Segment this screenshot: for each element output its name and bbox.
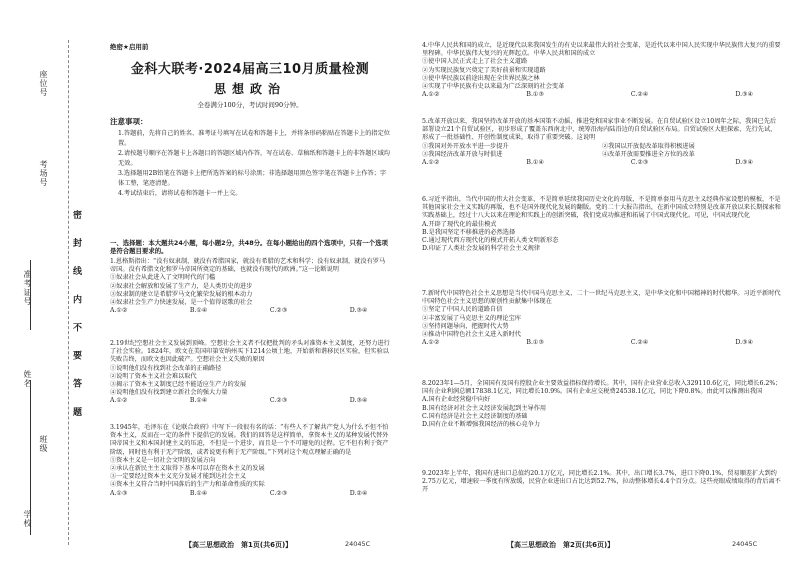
question-stem: 2.19世纪空想社会主义发展到顶峰。空想社会主义者不仅把批判的矛头对准资本主义制度，还努力进行了社会实验。1824年，欧文在美国印第安纳州买下1214公顷土地，开始新和谐移民区实验，但实验以失败告终，而欧文也因此破产。空想社会主义失败的原因 [110, 340, 390, 364]
name-line [30, 380, 31, 440]
seal-dashed-line [68, 40, 69, 545]
paper-code: 24045C [345, 540, 371, 548]
question-item: ③我国经济改革开放与时俱进 [422, 150, 503, 158]
school-line [30, 440, 31, 535]
page-footer: 【高三思想政治 第1页(共6页)】 [185, 541, 293, 549]
question-item: C.国有经济是社会主义经济制度的基础 [422, 412, 528, 420]
option-b: B.①③ [526, 91, 545, 99]
option-c: C.②③ [269, 489, 288, 497]
question-item: ①坚定了中国人民的道路自信 [422, 306, 503, 314]
notes-title: 注意事项： [110, 117, 148, 126]
answer-options [422, 91, 753, 99]
score-time-note: 全卷满分100分，考试时间90分钟。 [197, 101, 303, 109]
option-c: C.②③ [630, 159, 649, 167]
note-item: 1.答题前，先将自己的姓名、准考证号填写在试卷和答题卡上，并将条形码粘贴在答题卡上的指定位置。 [118, 130, 390, 147]
admission-line [30, 260, 31, 330]
question-9 [422, 470, 782, 495]
binding-strip [0, 40, 100, 545]
option-b: B.①④ [189, 397, 208, 405]
question-6 [422, 196, 782, 253]
question-item: ①说明他们没有找到社会改革的正确路径 [110, 364, 222, 372]
question-item: A.国有企业经营稳中向好 [422, 396, 491, 404]
school-label: 学校 [23, 510, 32, 528]
question-2 [110, 340, 390, 406]
note-item: 2.请按题号顺序在答题卡上各题目的答题区域内作答，写在试卷、草稿纸和答题卡上的非答题区域均无效。 [118, 150, 390, 167]
question-item: ①奴隶社会从此进入了文明时代的门槛 [110, 274, 216, 282]
question-stem: 4.中华人民共和国的成立，是近现代以来我国发生的有史以来最伟大的社会变革，是近代以来中国人民实现中华民族伟大复兴的重要里程碑。中华民族伟大复兴的光辉起点。中华人民共和国的成立 [422, 42, 781, 58]
seal-warning: 密 封 线 内 不 要 答 题 [71, 210, 81, 424]
question-item: ②丰富发展了马克思主义的理论宝库 [422, 314, 521, 322]
option-d: D.③④ [349, 397, 368, 405]
option-c: C.②③ [269, 397, 288, 405]
admission-label: 准考证号 [23, 270, 32, 306]
answer-options [422, 159, 753, 167]
question-item: B.国有经济对社会主义经济发展起到主导作用 [422, 404, 547, 412]
question-stem: 8.2023年1—5月，全国国有及国有控股企业主要效益指标保持增长。其中，国有企业营业总收入329110.6亿元，同比增长6.2%；国有企业利润总额17838.1亿元，同比增长10.9%。国有企业应交税费24538.1亿元，同比下降0.8%。由此可以推测出我国 [422, 380, 782, 396]
option-d: D.③④ [735, 339, 754, 347]
question-8 [422, 380, 782, 429]
section-heading: 一、选择题：本大题共24小题，每小题2分，共48分。在每小题给出的四个选项中，只有一个选项是符合题目要求的。 [110, 239, 388, 256]
option-a: A.①② [110, 397, 128, 405]
question-3 [110, 424, 390, 498]
class-label: 班级 [39, 435, 48, 453]
option-a: A.①② [422, 339, 440, 347]
question-stem: 9.2023年上半年，我国有进出口总值约20.1万亿元，同比增长2.1%。其中，出口增长3.7%，进口下降0.1%，贸易顺差扩大到约2.75万亿元，增速较一季度有所放缓，民营企业进出口占比达到52.7%，拉动整体增长4.4个百分点。这些亮眼成绩取得的背后离不开 [422, 470, 781, 494]
question-item: ①使中国人民正式走上了社会主义道路 [422, 58, 528, 66]
subject-title: 思想政治 [213, 82, 286, 96]
question-item: ④说明他们没有找到建立新社会的强大力量 [110, 389, 228, 397]
page-footer: 【高三思想政治 第2页(共6页)】 [507, 541, 615, 549]
paper-code: 24045C [732, 540, 758, 548]
question-item: ②我国以开放促改革取得积极进展 [602, 142, 695, 150]
name-label: 姓名 [23, 370, 32, 388]
question-stem: 6.习近平指出，当代中国的伟大社会变革，不是简单延续我国历史文化的母版，不是简单套用马克思主义经典作家设想的模板，不是其他国家社会主义实践的再版，也不是国外现代化发展的翻版。党的二十大报告指出，在新中国成立特别是改革开放以来长期探索和实践基础上，经过十八大以来在理论和实践上的创新突破，我们党成功推进和拓展了中国式现代化。可见，中国式现代化 [422, 196, 781, 220]
option-d: D.③④ [735, 91, 754, 99]
question-item: ④改革开放需要推进全方位的改革 [602, 150, 695, 158]
question-item: ①我国对外开放水平进一步提升 [422, 142, 509, 150]
question-item: ③坚持问题导向，把握时代大势 [422, 322, 509, 330]
question-7 [422, 290, 782, 347]
question-1 [110, 258, 390, 315]
question-item: ②说明了资本主义社会难以取代 [110, 372, 197, 380]
answer-options [110, 397, 368, 405]
question-item: ④奴隶社会生产力快速发展，是一个值得讴歌的社会 [110, 299, 253, 307]
question-item: A.开辟了现代化的最佳模式 [422, 220, 497, 228]
answer-options [422, 339, 753, 347]
option-a: A.①② [422, 91, 440, 99]
secret-mark: 绝密★启用前 [110, 43, 149, 51]
question-stem: 5.改革开放以来，我国坚持改革开放的基本国策不动摇，推进党和国家事业不断发展。在自贸试验区设立10周年之际，我国已先后部署设立21个自贸试验区，初步形成了覆盖东西南北中，统筹沿海内陆沿边的自贸试验区布局。自贸试验区大胆探索、先行先试，形成了一批基础性、开创性制度成果，取得了重要突破。这说明 [422, 118, 777, 142]
option-b: B.①④ [189, 489, 208, 497]
option-c: C.②④ [630, 91, 649, 99]
option-d: D.③④ [349, 307, 368, 315]
note-item: 3.选择题用2B铅笔在答题卡上把所选答案的标号涂黑；非选择题用黑色签字笔在答题卡上作答；字体工整，笔迹清楚。 [118, 170, 387, 187]
question-item: B.是我国坚定不移推进的必然选择 [422, 228, 516, 236]
exam-title: 金科大联考·2024届高三10月质量检测 [130, 62, 370, 77]
option-a: A.①② [110, 307, 128, 315]
question-item: ②奴隶社会解放和发展了生产力，是人类历史的进步 [110, 282, 253, 290]
seat-label: 座位号 [39, 70, 48, 97]
question-item: ①资本主义是一切社会文明的发展方向 [110, 456, 216, 464]
question-item: D.印证了人类社会发展的科学社会主义规律 [422, 245, 541, 253]
exam-room-label: 考场号 [39, 160, 48, 187]
question-item: ③使中华民族以前途出现在全世界民族之林 [422, 74, 540, 82]
note-item: 4.考试结束后，请将试卷和答题卡一并上交。 [118, 190, 242, 197]
question-item: ④推动中国特色社会主义进入新时代 [422, 331, 521, 339]
question-4 [422, 42, 782, 99]
question-item: ③一定要经过资本主义充分发展才能到达社会主义 [110, 473, 247, 481]
option-b: B.①④ [189, 307, 208, 315]
question-item: ③奴隶制的建立是希腊罗马文化繁荣发展的根本动力 [110, 290, 253, 298]
right-page [397, 0, 794, 561]
option-a: A.①② [422, 159, 440, 167]
question-items [422, 143, 782, 159]
option-d: D.③④ [735, 159, 754, 167]
question-item: ③揭示了资本主义制度已经不能适应生产力的发展 [110, 381, 247, 389]
option-d: D.②④ [349, 489, 368, 497]
question-stem: 3.1945年，毛泽东在《论联合政府》中写下一段很有名的话：“有些人不了解共产党人为什么不但不怕资本主义，反而在一定的条件下提倡它的发展。我们的回答是这样简单，拿资本主义的某种发展代替外国帝国主义和本国封建主义的压迫，不但是一个进步，而且是一个不可避免的过程。它不但有利于资产阶级，同时也有利于无产阶级，或者说更有利于无产阶级。”下列对这个观点理解正确的是 [110, 424, 389, 456]
option-c: C.②③ [269, 307, 288, 315]
notes-list [118, 129, 390, 200]
question-5 [422, 118, 782, 167]
question-stem: 1.恩格斯指出：“没有奴隶制，就没有希腊国家，就没有希腊的艺术和科学；没有奴隶制，就没有罗马帝国。没有希腊文化和罗马帝国所奠定的基础，也就没有现代的欧洲。”这一论断说明 [110, 258, 386, 274]
option-b: B.①③ [526, 339, 545, 347]
question-item: D.国有企业不断增强我国经济的核心竞争力 [422, 421, 541, 429]
question-stem: 7.新时代中国特色社会主义思想是当代中国马克思主义、二十一世纪马克思主义，是中华文化和中国精神的时代精华。习近平新时代中国特色社会主义思想的原创性贡献集中体现在 [422, 290, 781, 306]
option-b: B.①④ [526, 159, 545, 167]
option-c: C.②④ [630, 339, 649, 347]
question-item: ②为实现民族复兴奠定了美好前景和实现道路 [422, 66, 546, 74]
question-item: ④实现了中华民族有史以来最为广泛深刻的社会变革 [422, 83, 565, 91]
question-item: C.通过现代西方现代化的模式开拓人类文明新形态 [422, 237, 559, 245]
answer-options [110, 307, 368, 315]
answer-options [110, 490, 368, 498]
question-item: ②承认在新民主主义取得下基本可以存在资本主义的发展 [110, 465, 265, 473]
option-a: A.①③ [110, 489, 128, 497]
question-item: ④资本主义符合当时中国落后的生产力和革命性质的实际 [110, 481, 265, 489]
